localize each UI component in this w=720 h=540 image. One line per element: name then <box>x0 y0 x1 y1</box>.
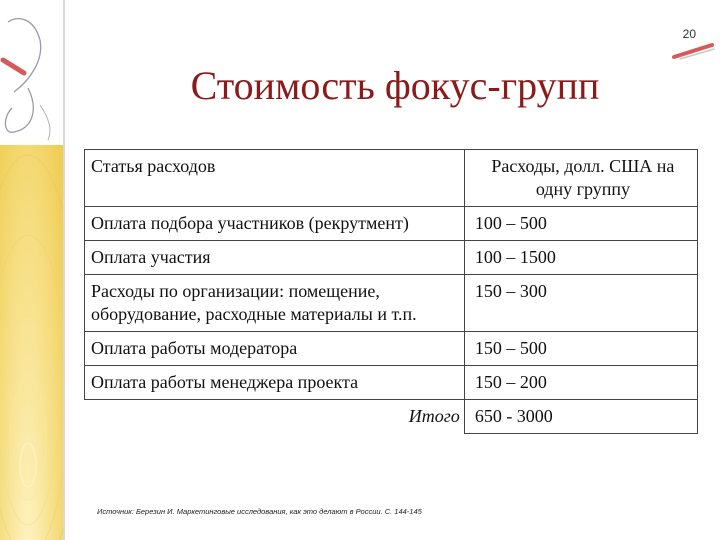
slide-title: Стоимость фокус-групп <box>190 63 600 108</box>
row-cost: 150 – 200 <box>464 366 697 400</box>
row-cost: 100 – 500 <box>464 207 697 241</box>
cost-table <box>84 149 698 434</box>
table-row <box>85 366 698 400</box>
row-item: Оплата работы менеджера проекта <box>85 366 465 400</box>
total-label: Итого <box>408 406 460 426</box>
table-total-row <box>85 400 698 434</box>
header-item: Статья расходов <box>85 150 465 207</box>
decorative-side-band <box>0 0 63 540</box>
slide-number: 20 <box>682 27 696 41</box>
table-row <box>85 275 698 332</box>
row-item: Оплата подбора участников (рекрутмент) <box>85 207 465 241</box>
row-item: Оплата работы модератора <box>85 332 465 366</box>
band-divider <box>63 0 65 540</box>
table-row <box>85 332 698 366</box>
corner-accent-mark <box>672 40 716 60</box>
source-citation: Источник: Березин И. Маркетинговые исследования, как это делают в России. С. 144-145 <box>97 507 422 516</box>
row-item: Расходы по организации: помещение, оборудование, расходные материалы и т.п. <box>85 275 465 332</box>
table-row <box>85 241 698 275</box>
row-item: Оплата участия <box>85 241 465 275</box>
row-cost: 150 – 500 <box>464 332 697 366</box>
band-ornament <box>0 0 63 540</box>
total-value: 650 - 3000 <box>464 400 697 434</box>
table-row <box>85 207 698 241</box>
table-header-row <box>85 150 698 207</box>
row-cost: 150 – 300 <box>464 275 697 332</box>
row-cost: 100 – 1500 <box>464 241 697 275</box>
header-cost: Расходы, долл. США на одну группу <box>464 150 697 207</box>
